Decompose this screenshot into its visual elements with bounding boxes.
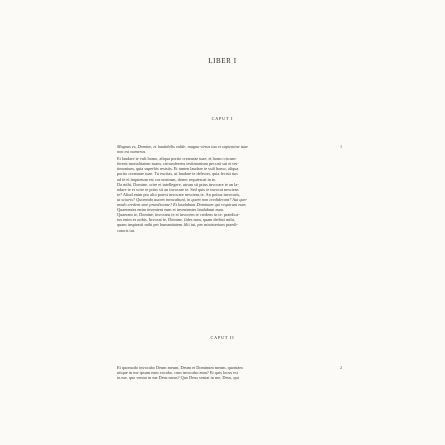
chapter-text	[117, 144, 334, 233]
text-line: udare te et scire te prius sit an invocare te. Sed quis te invocat nesciens	[117, 186, 239, 192]
verse-number: 1	[340, 144, 343, 149]
text-line: ferens mortalitatem suam, circumferens testimonium peccati sui et tes-	[117, 161, 239, 167]
text-line: tus enim es nobis. Invocat te, Domine, fides mea, quam dedisti mihi,	[117, 217, 235, 223]
chapter-heading: CAPUT II	[210, 335, 235, 340]
text-line: te? Aliud enim pro alio potest invocare nesciens te. An potius invocaris,	[117, 191, 241, 197]
text-line: timonium, quia superbis resistis. Et tamen laudare te vult homo, aliqua	[117, 166, 239, 172]
text-line: quam inspirasti mihi per humanitatem filii tui, per ministerium praedi-	[117, 222, 239, 228]
text-line: catoris tui.	[117, 227, 136, 233]
chapter-heading: CAPUT I	[211, 116, 234, 121]
text-line: Quaerentes enim invenient eum et invenientes laudabunt eum.	[117, 207, 224, 213]
text-line: non est numerus.	[117, 149, 147, 155]
text-line: utique in me ipsum eum vocabo, cum invocabo eum? Et quis locus est	[117, 370, 238, 376]
text-line: in me, quo veniat in me Deus meus? Quo Deus veniat in me, Deus, qui	[117, 375, 239, 381]
text-line: Et quomodo invocabo Deum meum, Deum et Dominum meum, quoniam	[117, 365, 243, 370]
chapter-text	[117, 365, 334, 380]
text-line: Et laudare te vult homo, aliqua portio creaturae tuae, et homo circum-	[117, 156, 237, 162]
text-line: portio creaturae tuae. Tu excitas, ut laudare te delectet, quia fecisti nos	[117, 171, 238, 177]
text-line: Magnus es, Domine, et laudabilis valde: magna virtus tua et sapientiae tuae	[117, 144, 249, 149]
text-line: Da mihi, Domine, scire et intellegere, utrum sit prius invocare te an la-	[117, 181, 239, 187]
text-line: modo credent sine praedicante? Et laudabunt Dominum qui requirunt eum.	[117, 202, 247, 208]
verse-number: 2	[340, 365, 343, 370]
text-line: ad te et inquietum est cor nostrum, donec requiescat in te.	[117, 176, 217, 182]
book-title: LIBER I	[208, 57, 237, 65]
text-line: ut sciaris? Quomodo autem invocabunt, in quem non crediderunt? Aut quo-	[117, 196, 248, 202]
text-line: Quaeram te, Domine, invocans te et invocem te credens in te: praedica-	[117, 212, 240, 218]
